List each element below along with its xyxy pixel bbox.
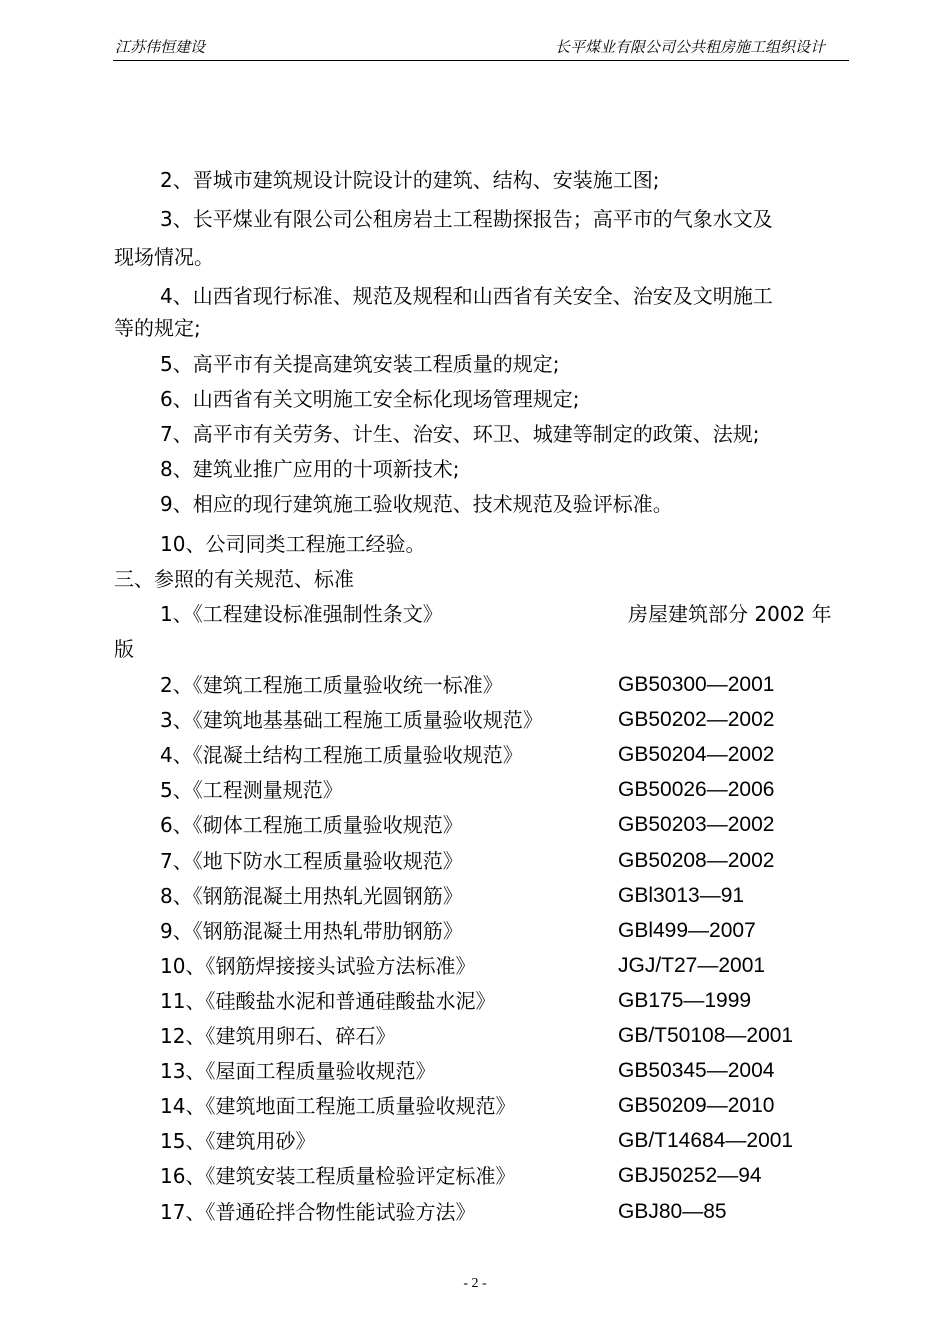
section-heading: 三、参照的有关规范、标准 [114,567,354,591]
reference-code: GB175—1999 [618,989,752,1012]
reference-code: GBJ50252—94 [618,1164,762,1187]
reference-title: 9、《钢筋混凝土用热轧带肋钢筋》 [160,919,463,943]
basis-item: 3、长平煤业有限公司公租房岩土工程勘探报告；高平市的气象水文及 [160,207,773,231]
reference-code: GB50300—2001 [618,673,775,696]
basis-item-continuation: 等的规定; [114,316,201,340]
page-header [113,38,849,61]
basis-item: 6、山西省有关文明施工安全标化现场管理规定; [160,387,580,411]
reference-code: GB50026—2006 [618,778,775,801]
basis-item-continuation: 现场情况。 [114,245,214,269]
reference-row [0,919,950,943]
reference-code: JGJ/T27—2001 [618,954,766,977]
reference-title: 7、《地下防水工程质量验收规范》 [160,849,463,873]
reference-row [0,884,950,908]
reference-row [0,1129,950,1153]
reference-title: 2、《建筑工程施工质量验收统一标准》 [160,673,503,697]
reference-title: 4、《混凝土结构工程施工质量验收规范》 [160,743,523,767]
page-number: - 2 - [463,1276,487,1291]
reference-row [0,989,950,1013]
reference-code: GB50209—2010 [618,1094,775,1117]
reference-title: 15、《建筑用砂》 [160,1129,316,1153]
reference-title: 17、《普通砼拌合物性能试验方法》 [160,1200,476,1224]
reference-row [0,778,950,802]
reference-continuation: 版 [114,637,134,661]
reference-code: 房屋建筑部分 2002 年 [628,602,832,626]
reference-title: 14、《建筑地面工程施工质量验收规范》 [160,1094,516,1118]
reference-row [0,1024,950,1048]
reference-title: 8、《钢筋混凝土用热轧光圆钢筋》 [160,884,463,908]
reference-row [0,1200,950,1224]
reference-title: 16、《建筑安装工程质量检验评定标准》 [160,1164,516,1188]
reference-title: 11、《硅酸盐水泥和普通硅酸盐水泥》 [160,989,496,1013]
reference-row [0,813,950,837]
reference-title: 1、《工程建设标准强制性条文》 [160,602,443,626]
basis-item: 10、公司同类工程施工经验。 [160,532,426,556]
reference-row [0,743,950,767]
basis-item: 7、高平市有关劳务、计生、治安、环卫、城建等制定的政策、法规; [160,422,760,446]
basis-item: 4、山西省现行标准、规范及规程和山西省有关安全、治安及文明施工 [160,284,773,308]
reference-title: 13、《屋面工程质量验收规范》 [160,1059,436,1083]
reference-row [0,1164,950,1188]
reference-code: GBJ80—85 [618,1200,727,1223]
reference-code: GB50203—2002 [618,813,775,836]
reference-row [0,849,950,873]
reference-code: GBl499—2007 [618,919,756,942]
header-company: 江苏伟恒建设 [115,38,206,56]
basis-item: 9、相应的现行建筑施工验收规范、技术规范及验评标准。 [160,492,673,516]
reference-code: GBl3013—91 [618,884,745,907]
basis-item: 5、高平市有关提高建筑安装工程质量的规定; [160,352,560,376]
reference-row [0,1094,950,1118]
basis-item: 8、建筑业推广应用的十项新技术; [160,457,460,481]
reference-title: 6、《砌体工程施工质量验收规范》 [160,813,463,837]
reference-code: GB50204—2002 [618,743,775,766]
reference-code: GB/T50108—2001 [618,1024,794,1047]
reference-title: 10、《钢筋焊接接头试验方法标准》 [160,954,476,978]
reference-code: GB50345—2004 [618,1059,775,1082]
header-document-title: 长平煤业有限公司公共租房施工组织设计 [554,38,825,56]
reference-row [0,673,950,697]
reference-code: GB/T14684—2001 [618,1129,794,1152]
reference-title: 3、《建筑地基基础工程施工质量验收规范》 [160,708,543,732]
reference-row [0,708,950,732]
reference-row [0,1059,950,1083]
reference-title: 5、《工程测量规范》 [160,778,343,802]
reference-row [0,954,950,978]
reference-code: GB50208—2002 [618,849,775,872]
basis-item: 2、晋城市建筑规设计院设计的建筑、结构、安装施工图; [160,168,660,192]
reference-code: GB50202—2002 [618,708,775,731]
reference-title: 12、《建筑用卵石、碎石》 [160,1024,396,1048]
